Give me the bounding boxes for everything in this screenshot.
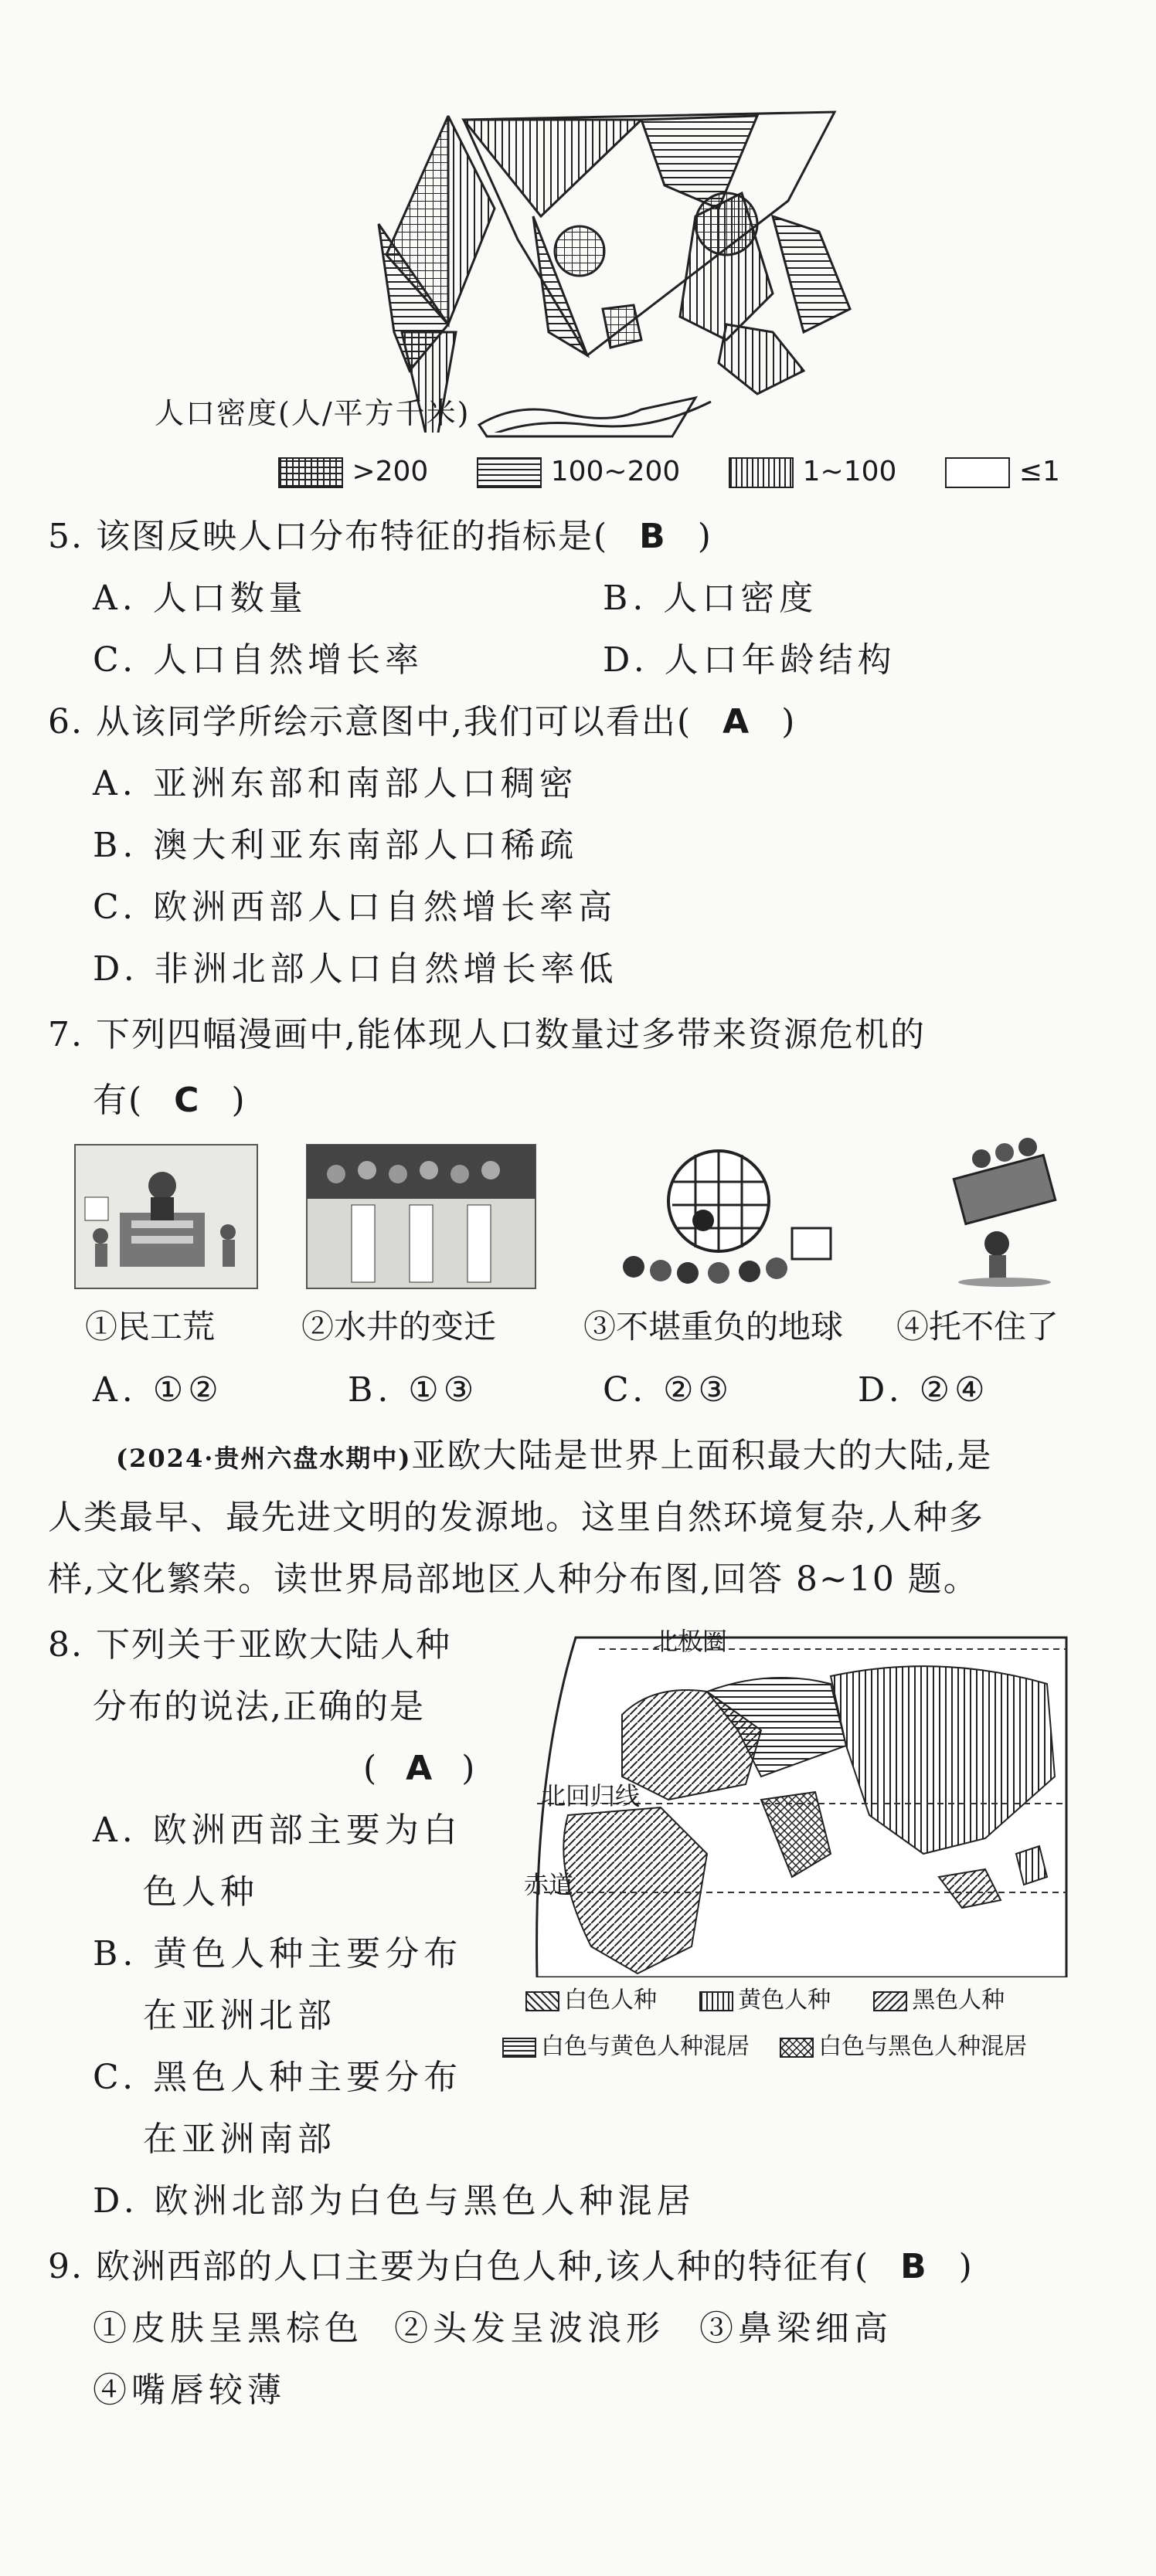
q7-caption-2: ②水井的变迁 (301, 1308, 497, 1346)
q7-caption-4: ④托不住了 (896, 1308, 1059, 1346)
swatch-black (873, 1991, 907, 2011)
legend-label-gt200: >200 (352, 456, 429, 487)
q9-answer: B (900, 2247, 928, 2286)
q6-option-b: B. 澳大利亚东南部人口稀疏 (93, 826, 579, 865)
swatch-white (525, 1991, 559, 2011)
q8-option-b-line2: 在亚洲北部 (143, 1996, 336, 2035)
passage-line-1 (116, 1433, 993, 1481)
q6-stem (48, 699, 796, 745)
legend-white-yellow: 白色与黄色人种混居 (541, 2033, 750, 2060)
q7-option-c: C. ②③ (603, 1370, 733, 1410)
swatch-yellow (699, 1991, 733, 2011)
q5-option-b: B. 人口密度 (603, 579, 818, 618)
q9-feature-2: ②头发呈波浪形 (394, 2309, 665, 2348)
q6-stem-text: 6. 从该同学所绘示意图中,我们可以看出( (48, 702, 692, 742)
q9-feature-1: ①皮肤呈黑棕色 (93, 2309, 363, 2348)
passage-line-1-text: 亚欧大陆是世界上面积最大的大陆,是 (411, 1436, 993, 1475)
map1-legend (278, 456, 1060, 488)
q9-feature-3: ③鼻梁细高 (699, 2309, 892, 2348)
q8-option-a-line2: 色人种 (143, 1872, 259, 1912)
q7-caption-3: ③不堪重负的地球 (583, 1308, 844, 1346)
q7-stem-line2 (93, 1078, 246, 1124)
q5-stem-text: 5. 该图反映人口分布特征的指标是( (48, 517, 609, 556)
swatch-white-black (780, 2038, 814, 2058)
cartoon-labor-shortage (73, 1143, 259, 1290)
q9-stem-text: 9. 欧洲西部的人口主要为白色人种,该人种的特征有( (48, 2247, 870, 2286)
legend-black: 黑色人种 (912, 1987, 1005, 2014)
legend-white: 白色人种 (564, 1987, 657, 2014)
legend-label-1-100: 1~100 (802, 456, 897, 487)
q7-stem-pre: 有( (93, 1081, 144, 1120)
q5-option-d: D. 人口年龄结构 (603, 640, 896, 680)
q9-close: ) (958, 2247, 974, 2286)
legend-swatch-100-200 (477, 457, 542, 488)
passage-source: (2024·贵州六盘水期中) (116, 1444, 412, 1473)
q6-close: ) (781, 702, 797, 742)
map1-legend-title: 人口密度(人/平方千米) (155, 396, 471, 430)
q8-stem-line1: 8. 下列关于亚欧大陆人种 (48, 1625, 451, 1665)
q5-stem (48, 514, 712, 560)
q8-option-a-line1: A. 欧洲西部主要为白 (93, 1811, 462, 1850)
legend-swatch-1-100 (729, 457, 794, 488)
q8-option-d: D. 欧洲北部为白色与黑色人种混居 (93, 2181, 695, 2221)
map1-legend-wave (471, 394, 703, 440)
q8-option-c-line2: 在亚洲南部 (143, 2120, 336, 2159)
q6-option-c: C. 欧洲西部人口自然增长率高 (93, 888, 617, 927)
legend-label-100-200: 100~200 (550, 456, 681, 487)
q5-close: ) (697, 517, 712, 556)
cartoon-cannot-hold (927, 1135, 1082, 1290)
q8-option-b-line1: B. 黄色人种主要分布 (93, 1934, 463, 1974)
q8-option-c-line1: C. 黑色人种主要分布 (93, 2058, 463, 2097)
q8-answer-line (363, 1746, 476, 1792)
q5-option-c: C. 人口自然增长率 (93, 640, 424, 680)
cartoon-burdened-earth (610, 1135, 842, 1290)
passage-line-2: 人类最早、最先进文明的发源地。这里自然环境复杂,人种多 (48, 1498, 984, 1537)
q7-answer: C (174, 1081, 201, 1120)
q8-answer-open: ( (363, 1749, 379, 1788)
cartoon-well-changes (305, 1143, 537, 1290)
q8-stem-line2: 分布的说法,正确的是 (93, 1687, 425, 1726)
population-density-map (355, 100, 912, 433)
race-legend-row2 (502, 2031, 1027, 2062)
q7-close: ) (231, 1081, 246, 1120)
race-legend-row1 (525, 1985, 1005, 2016)
legend-swatch-gt200 (278, 457, 343, 488)
legend-white-black: 白色与黑色人种混居 (818, 2033, 1028, 2060)
label-arctic-circle: 北极圈 (653, 1627, 728, 1656)
q7-option-d: D. ②④ (858, 1370, 990, 1410)
q5-answer: B (639, 517, 667, 556)
q8-answer: A (406, 1749, 434, 1788)
label-tropic-of-cancer: 北回归线 (541, 1781, 641, 1811)
label-equator: 赤道 (524, 1870, 574, 1899)
q7-stem-line1: 7. 下列四幅漫画中,能体现人口数量过多带来资源危机的 (48, 1015, 926, 1054)
q6-option-d: D. 非洲北部人口自然增长率低 (93, 949, 618, 989)
swatch-white-yellow (502, 2038, 536, 2058)
q7-caption-1: ①民工荒 (85, 1308, 216, 1346)
q9-feature-4: ④嘴唇较薄 (93, 2371, 286, 2410)
q5-option-a: A. 人口数量 (93, 579, 308, 618)
q6-option-a: A. 亚洲东部和南部人口稠密 (93, 764, 578, 803)
passage-line-3: 样,文化繁荣。读世界局部地区人种分布图,回答 8~10 题。 (48, 1560, 979, 1599)
legend-swatch-le1 (945, 457, 1010, 488)
legend-yellow: 黄色人种 (738, 1987, 831, 2014)
q7-option-a: A. ①② (93, 1370, 223, 1410)
q8-answer-close: ) (461, 1749, 477, 1788)
q7-option-b: B. ①③ (348, 1370, 479, 1410)
q6-answer: A (722, 702, 751, 742)
q9-stem (48, 2244, 974, 2290)
legend-label-le1: ≤1 (1018, 456, 1060, 487)
